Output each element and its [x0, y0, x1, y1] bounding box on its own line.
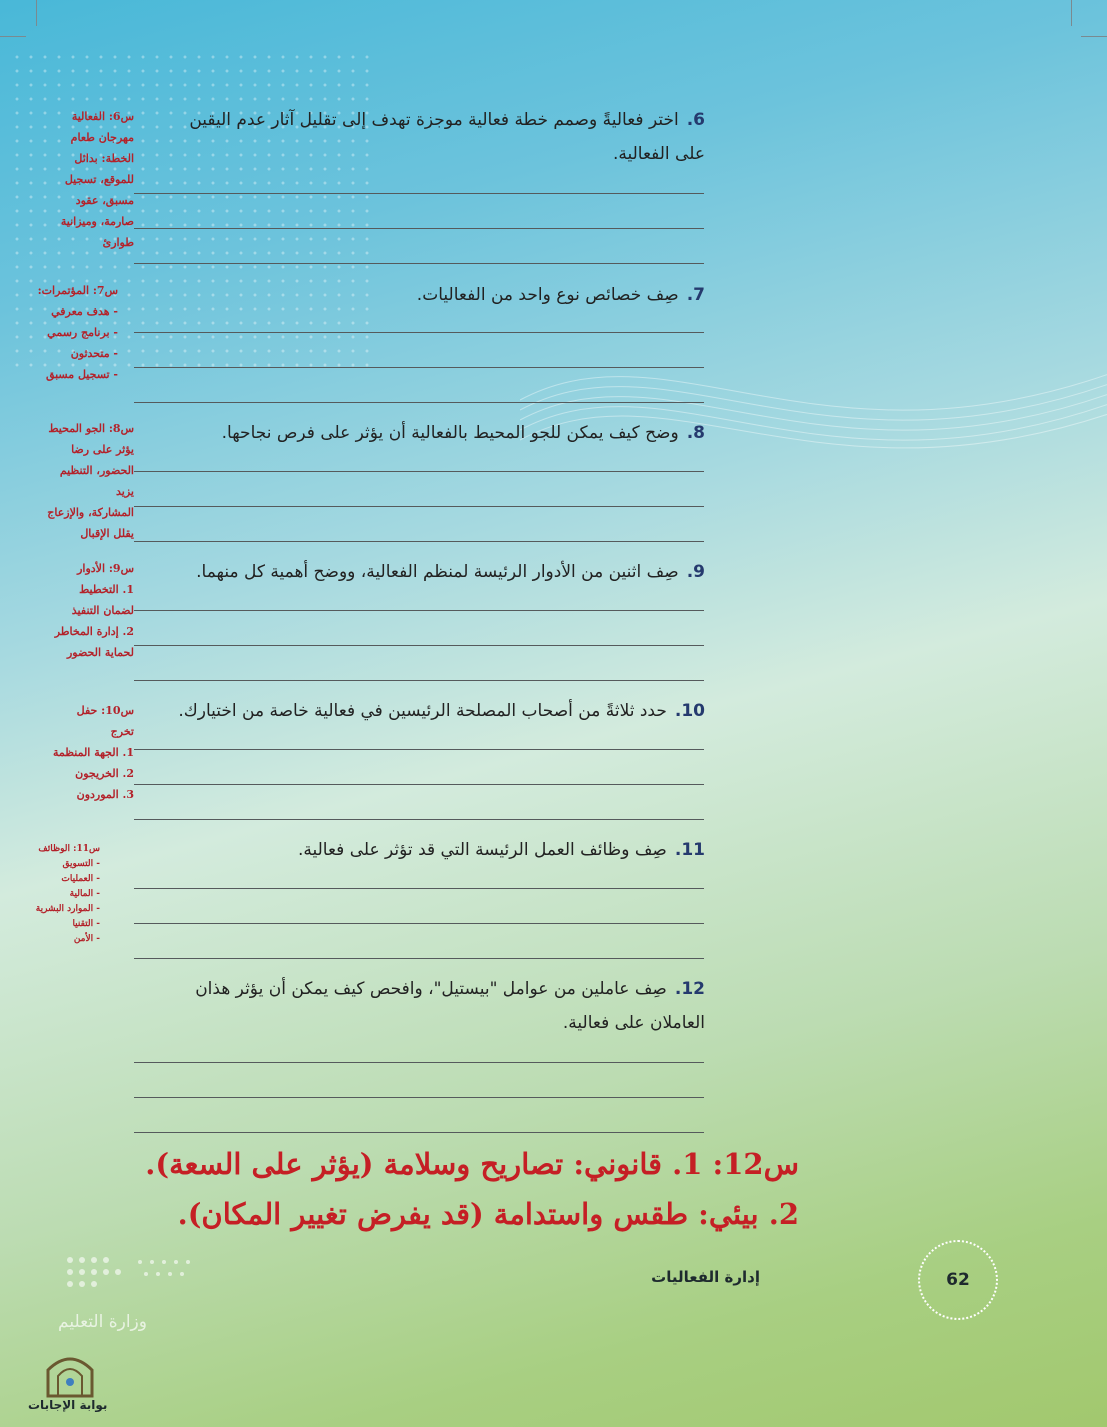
crop-mark: [36, 0, 37, 26]
answer-line: [134, 506, 704, 507]
decorative-wave: [520, 280, 1107, 520]
page-number-badge: [918, 1240, 998, 1320]
question-number: 11.: [674, 840, 705, 860]
answer-line: [134, 1097, 704, 1098]
note-line: مهرجان طعام: [70, 131, 134, 144]
margin-note-q11: [34, 842, 100, 947]
margin-note-q7: [30, 280, 118, 385]
question-11: [105, 833, 705, 867]
question-text: صِف وظائف العمل الرئيسة التي قد تؤثر على فعالية.: [297, 840, 667, 860]
note-line: لضمان التنفيذ: [71, 604, 134, 617]
page-number: 62: [946, 1270, 970, 1290]
margin-note-q10: [40, 700, 134, 805]
question-text: صِف خصائص نوع واحد من الفعاليات.: [416, 285, 679, 305]
answer-line: [134, 819, 704, 820]
note-line: - متحدثون: [70, 347, 118, 360]
note-line: للموقع، تسجيل: [64, 173, 134, 186]
question-text: اختر فعاليةً وصمم خطة فعالية موجزة تهدف إلى تقليل آثار عدم اليقين: [189, 110, 679, 130]
answer-line: [134, 541, 704, 542]
note-line: - تسجيل مسبق: [45, 368, 118, 381]
question-number: 6.: [686, 110, 705, 130]
crop-mark: [1081, 36, 1107, 37]
question-text: العاملان على فعالية.: [562, 1013, 705, 1033]
book-title: إدارة الفعاليات: [651, 1268, 760, 1286]
note-line: س7: المؤتمرات:: [37, 284, 118, 297]
question-text: حدد ثلاثةً من أصحاب المصلحة الرئيسين في فعالية خاصة من اختيارك.: [178, 701, 667, 721]
note-line: - برنامج رسمي: [47, 326, 118, 339]
ministry-logo-icon: [60, 1250, 210, 1360]
note-line: س6: الفعالية: [71, 110, 134, 123]
answer-line: [134, 645, 704, 646]
margin-note-q9: [40, 558, 134, 663]
note-line: مسبق، عقود: [75, 194, 134, 207]
note-line: طوارئ: [102, 236, 134, 249]
note-line: - التقنيا: [72, 919, 100, 929]
answer-line: [134, 923, 704, 924]
note-line: - العمليات: [61, 874, 100, 884]
note-line: تخرج: [110, 725, 134, 738]
answer-line: [134, 228, 704, 229]
question-number: 8.: [686, 423, 705, 443]
portal-name: بوابة الإجابات: [28, 1398, 108, 1412]
note-line: - المالية: [69, 889, 100, 899]
question-9: [105, 555, 705, 589]
note-line: 2. إدارة المخاطر: [54, 625, 134, 638]
ministry-name: وزارة التعليم: [58, 1312, 147, 1332]
question-number: 7.: [686, 285, 705, 305]
answer-line: [134, 680, 704, 681]
note-line: 2. الخريجون: [75, 767, 134, 780]
question-7: [105, 278, 705, 312]
note-line: 1. التخطيط: [79, 583, 134, 596]
answer-line: [134, 1132, 704, 1133]
margin-note-q6: [50, 106, 134, 253]
answer-line: [134, 784, 704, 785]
note-line: لحماية الحضور: [67, 646, 134, 659]
note-line: صارمة، وميزانية: [60, 215, 134, 228]
note-line: الخطة: بدائل: [74, 152, 134, 165]
note-line: س9: الأدوار: [77, 562, 134, 575]
answer-line: [134, 471, 704, 472]
note-line: س10: حفل: [76, 704, 134, 717]
answer-line: [134, 888, 704, 889]
note-line: - التسويق: [62, 859, 100, 869]
crop-mark: [0, 36, 26, 37]
answer-line: [134, 263, 704, 264]
answer-line: [134, 610, 704, 611]
crop-mark: [1071, 0, 1072, 26]
question-text: صِف اثنين من الأدوار الرئيسة لمنظم الفعالية، ووضح أهمية كل منهما.: [196, 562, 679, 582]
answer-q12-line2: 2. بيئي: طقس واستدامة (قد يفرض تغيير المكان).: [177, 1197, 799, 1231]
note-line: يؤثر على رضا: [71, 443, 134, 456]
note-line: المشاركة، والإزعاج: [47, 506, 134, 519]
question-number: 9.: [686, 562, 705, 582]
answer-line: [134, 958, 704, 959]
question-number: 10.: [674, 701, 705, 721]
note-line: - هدف معرفي: [51, 305, 118, 318]
question-8: [105, 416, 705, 450]
note-line: س11: الوظائف: [38, 844, 100, 854]
answer-line: [134, 193, 704, 194]
note-line: يقلل الإقبال: [80, 527, 134, 540]
margin-note-q8: [40, 418, 134, 544]
question-10: [105, 694, 705, 728]
question-text: على الفعالية.: [612, 144, 705, 164]
note-line: س8: الجو المحيط: [48, 422, 134, 435]
note-line: الحضور، التنظيم يزيد: [59, 464, 134, 498]
answer-line: [134, 367, 704, 368]
note-line: 1. الجهة المنظمة: [53, 746, 134, 759]
note-line: 3. الموردون: [76, 788, 134, 801]
answer-q12-line1: س12: 1. قانوني: تصاريح وسلامة (يؤثر على السعة).: [145, 1147, 799, 1181]
question-text: صِف عاملين من عوامل "بيستيل"، وافحص كيف يمكن أن يؤثر هذان: [195, 979, 667, 999]
question-6: [105, 103, 705, 171]
question-12: [105, 972, 705, 1040]
answer-line: [134, 332, 704, 333]
note-line: - الأمن: [73, 934, 100, 944]
question-number: 12.: [674, 979, 705, 999]
answer-line: [134, 1062, 704, 1063]
answer-line: [134, 749, 704, 750]
question-text: وضح كيف يمكن للجو المحيط بالفعالية أن يؤثر على فرص نجاحها.: [221, 423, 679, 443]
answer-line: [134, 402, 704, 403]
note-line: - الموارد البشرية: [35, 904, 100, 914]
